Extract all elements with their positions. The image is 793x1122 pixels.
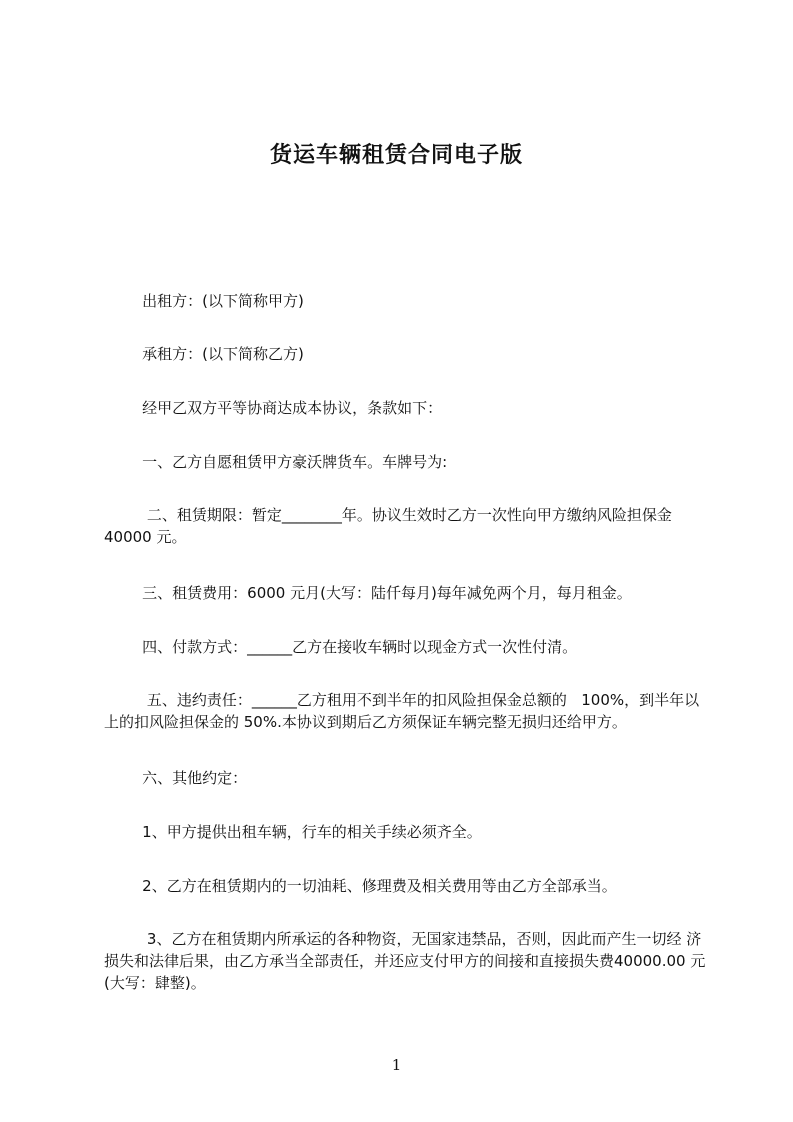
paragraph-intro: 经甲乙双方平等协商达成本协议，条款如下： (104, 399, 443, 417)
document-title: 货运车辆租赁合同电子版 (269, 143, 523, 168)
paragraph-clause-4: 四、付款方式：______乙方在接收车辆时以现金方式一次性付清。 (104, 638, 578, 656)
page-number: 1 (391, 1056, 402, 1074)
paragraph-other-3: 3、乙方在租赁期内所承运的各种物资，无国家违禁品，否则，因此而产生一切经 济损失和法律后果，由乙方承当全部责任，并还应支付甲方的间接和直接损失费40000.00 元(大写：肆整)。 (104, 930, 706, 992)
paragraph-clause-5: 五、违约责任：______乙方租用不到半年的扣风险担保金总额的 100%，到半年以上的扣风险担保金的 50%.本协议到期后乙方须保证车辆完整无损归还给甲方。 (104, 691, 700, 731)
paragraph-clause-1: 一、乙方自愿租赁甲方豪沃牌货车。车牌号为: (104, 453, 448, 471)
paragraph-lessee: 承租方：(以下简称乙方) (104, 345, 304, 363)
paragraph-other-2: 2、乙方在租赁期内的一切油耗、修理费及相关费用等由乙方全部承当。 (104, 877, 617, 895)
paragraph-clause-3: 三、租赁费用：6000 元月(大写：陆仟每月)每年减免两个月，每月租金。 (104, 584, 632, 602)
paragraph-lessor: 出租方：(以下简称甲方) (104, 292, 304, 310)
paragraph-clause-2: 二、租赁期限：暂定________年。协议生效时乙方一次性向甲方缴纳风险担保金40000 元。 (104, 506, 672, 546)
paragraph-other-1: 1、甲方提供出租车辆，行车的相关手续必须齐全。 (104, 823, 482, 841)
paragraph-clause-6: 六、其他约定： (104, 769, 248, 787)
